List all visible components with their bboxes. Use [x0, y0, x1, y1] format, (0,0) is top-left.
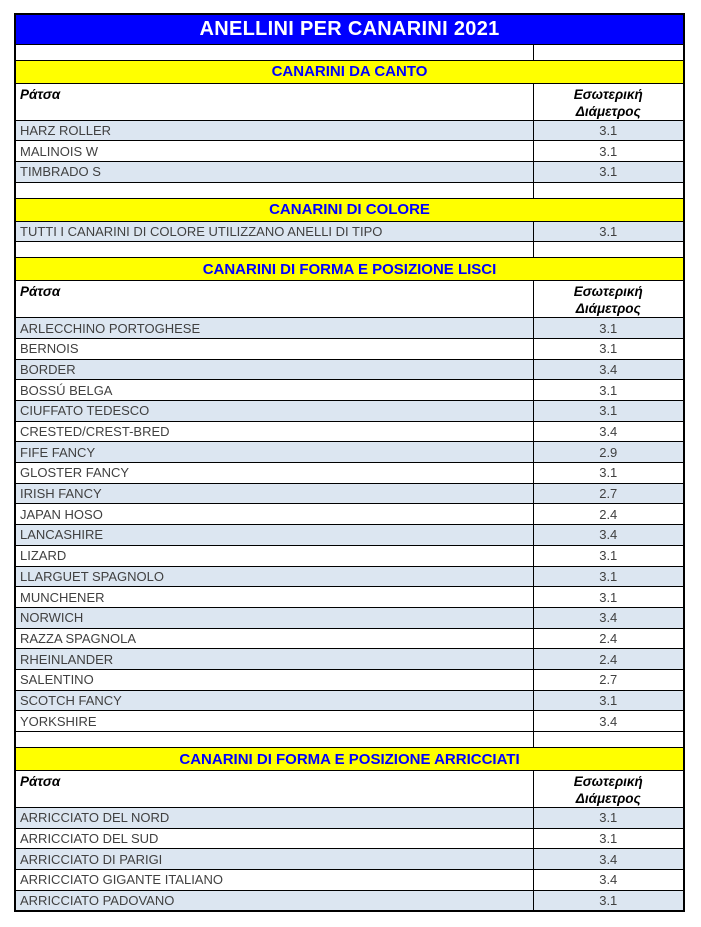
data-row — [15, 504, 684, 525]
column-header-diameter-line2: Διάμετρος — [575, 791, 641, 806]
spacer-row — [15, 242, 684, 258]
column-header-breed: Ράτσα — [15, 83, 533, 120]
breed-cell: BORDER — [15, 359, 533, 380]
data-row — [15, 161, 684, 182]
spacer-cell — [533, 182, 684, 198]
spacer-row — [15, 732, 684, 748]
breed-cell: ARRICCIATO GIGANTE ITALIANO — [15, 870, 533, 891]
breed-cell: MALINOIS W — [15, 141, 533, 162]
section-header: CANARINI DI FORMA E POSIZIONE ARRICCIATI — [15, 748, 684, 771]
spacer-row — [15, 44, 684, 60]
section-row — [15, 748, 684, 771]
data-row — [15, 607, 684, 628]
diameter-cell: 3.4 — [533, 359, 684, 380]
diameter-cell: 2.7 — [533, 669, 684, 690]
diameter-cell: 2.4 — [533, 649, 684, 670]
diameter-cell: 2.7 — [533, 483, 684, 504]
column-header-diameter — [533, 83, 684, 120]
diameter-cell: 3.1 — [533, 587, 684, 608]
spacer-row — [15, 182, 684, 198]
diameter-cell: 3.4 — [533, 711, 684, 732]
data-row — [15, 359, 684, 380]
column-header-diameter — [533, 771, 684, 808]
data-row — [15, 587, 684, 608]
diameter-cell: 3.1 — [533, 161, 684, 182]
diameter-cell: 2.4 — [533, 504, 684, 525]
data-row — [15, 421, 684, 442]
column-header-diameter-line2: Διάμετρος — [575, 103, 641, 119]
breed-cell: SCOTCH FANCY — [15, 690, 533, 711]
data-row — [15, 669, 684, 690]
spacer-cell — [533, 242, 684, 258]
data-row — [15, 318, 684, 339]
breed-cell: BERNOIS — [15, 338, 533, 359]
diameter-cell: 3.1 — [533, 463, 684, 484]
spacer-cell — [533, 732, 684, 748]
breed-cell: TUTTI I CANARINI DI COLORE UTILIZZANO ANELLI DI TIPO — [15, 221, 533, 242]
diameter-cell: 3.4 — [533, 607, 684, 628]
column-header-breed: Ράτσα — [15, 281, 533, 318]
breed-cell: JAPAN HOSO — [15, 504, 533, 525]
data-row — [15, 483, 684, 504]
data-row — [15, 338, 684, 359]
spacer-cell — [15, 732, 533, 748]
diameter-cell: 3.1 — [533, 338, 684, 359]
spacer-cell — [15, 44, 533, 60]
data-row — [15, 401, 684, 422]
column-header-diameter — [533, 281, 684, 318]
breed-cell: RHEINLANDER — [15, 649, 533, 670]
section-header: CANARINI DI COLORE — [15, 198, 684, 221]
diameter-cell: 3.1 — [533, 221, 684, 242]
diameter-cell: 3.1 — [533, 380, 684, 401]
section-row — [15, 198, 684, 221]
data-row — [15, 525, 684, 546]
diameter-cell: 3.4 — [533, 421, 684, 442]
colhead-row — [15, 281, 684, 318]
breed-cell: LLARGUET SPAGNOLO — [15, 566, 533, 587]
breed-cell: FIFE FANCY — [15, 442, 533, 463]
diameter-cell: 3.4 — [533, 849, 684, 870]
data-row — [15, 828, 684, 849]
section-row — [15, 60, 684, 83]
diameter-cell: 3.1 — [533, 690, 684, 711]
breed-cell: ARLECCHINO PORTOGHESE — [15, 318, 533, 339]
data-row — [15, 870, 684, 891]
colhead-row — [15, 83, 684, 120]
diameter-cell: 3.1 — [533, 545, 684, 566]
column-header-diameter-line1: Εσωτερική — [573, 86, 643, 102]
diameter-cell: 3.4 — [533, 870, 684, 891]
breed-cell: MUNCHENER — [15, 587, 533, 608]
breed-cell: TIMBRADO S — [15, 161, 533, 182]
breed-cell: SALENTINO — [15, 669, 533, 690]
breed-cell: YORKSHIRE — [15, 711, 533, 732]
table-body — [15, 14, 684, 911]
breed-cell: ARRICCIATO DEL NORD — [15, 808, 533, 829]
data-row — [15, 380, 684, 401]
data-row — [15, 545, 684, 566]
column-header-breed: Ράτσα — [15, 771, 533, 808]
breed-cell: CIUFFATO TEDESCO — [15, 401, 533, 422]
page-title: ANELLINI PER CANARINI 2021 — [15, 14, 684, 44]
breed-cell: ARRICCIATO DEL SUD — [15, 828, 533, 849]
breed-cell: NORWICH — [15, 607, 533, 628]
diameter-cell: 3.1 — [533, 318, 684, 339]
diameter-cell: 3.1 — [533, 120, 684, 141]
column-header-diameter-line1: Εσωτερική — [573, 284, 643, 300]
colhead-row — [15, 771, 684, 808]
breed-cell: ARRICCIATO PADOVANO — [15, 890, 533, 911]
data-row — [15, 141, 684, 162]
spacer-cell — [15, 182, 533, 198]
diameter-cell: 3.1 — [533, 808, 684, 829]
title-row — [15, 14, 684, 44]
diameter-cell: 3.1 — [533, 828, 684, 849]
diameter-cell: 3.1 — [533, 566, 684, 587]
data-row — [15, 890, 684, 911]
breed-cell: IRISH FANCY — [15, 483, 533, 504]
breed-cell: RAZZA SPAGNOLA — [15, 628, 533, 649]
breed-cell: HARZ ROLLER — [15, 120, 533, 141]
breed-cell: GLOSTER FANCY — [15, 463, 533, 484]
data-row — [15, 628, 684, 649]
data-row — [15, 711, 684, 732]
section-header: CANARINI DA CANTO — [15, 60, 684, 83]
breed-cell: BOSSÚ BELGA — [15, 380, 533, 401]
breed-cell: ARRICCIATO DI PARIGI — [15, 849, 533, 870]
data-row — [15, 649, 684, 670]
breed-cell: CRESTED/CREST-BRED — [15, 421, 533, 442]
spacer-cell — [533, 44, 684, 60]
diameter-cell: 3.1 — [533, 401, 684, 422]
spacer-cell — [15, 242, 533, 258]
breed-cell: LIZARD — [15, 545, 533, 566]
breed-cell: LANCASHIRE — [15, 525, 533, 546]
section-header: CANARINI DI FORMA E POSIZIONE LISCI — [15, 258, 684, 281]
data-row — [15, 442, 684, 463]
diameter-cell: 3.1 — [533, 141, 684, 162]
canary-rings-table — [14, 13, 685, 912]
data-row — [15, 566, 684, 587]
data-row — [15, 221, 684, 242]
diameter-cell: 2.9 — [533, 442, 684, 463]
diameter-cell: 2.4 — [533, 628, 684, 649]
diameter-cell: 3.4 — [533, 525, 684, 546]
data-row — [15, 690, 684, 711]
section-row — [15, 258, 684, 281]
column-header-diameter-line1: Εσωτερική — [573, 774, 643, 789]
data-row — [15, 463, 684, 484]
data-row — [15, 808, 684, 829]
diameter-cell: 3.1 — [533, 890, 684, 911]
data-row — [15, 849, 684, 870]
column-header-diameter-line2: Διάμετρος — [575, 301, 641, 317]
data-row — [15, 120, 684, 141]
